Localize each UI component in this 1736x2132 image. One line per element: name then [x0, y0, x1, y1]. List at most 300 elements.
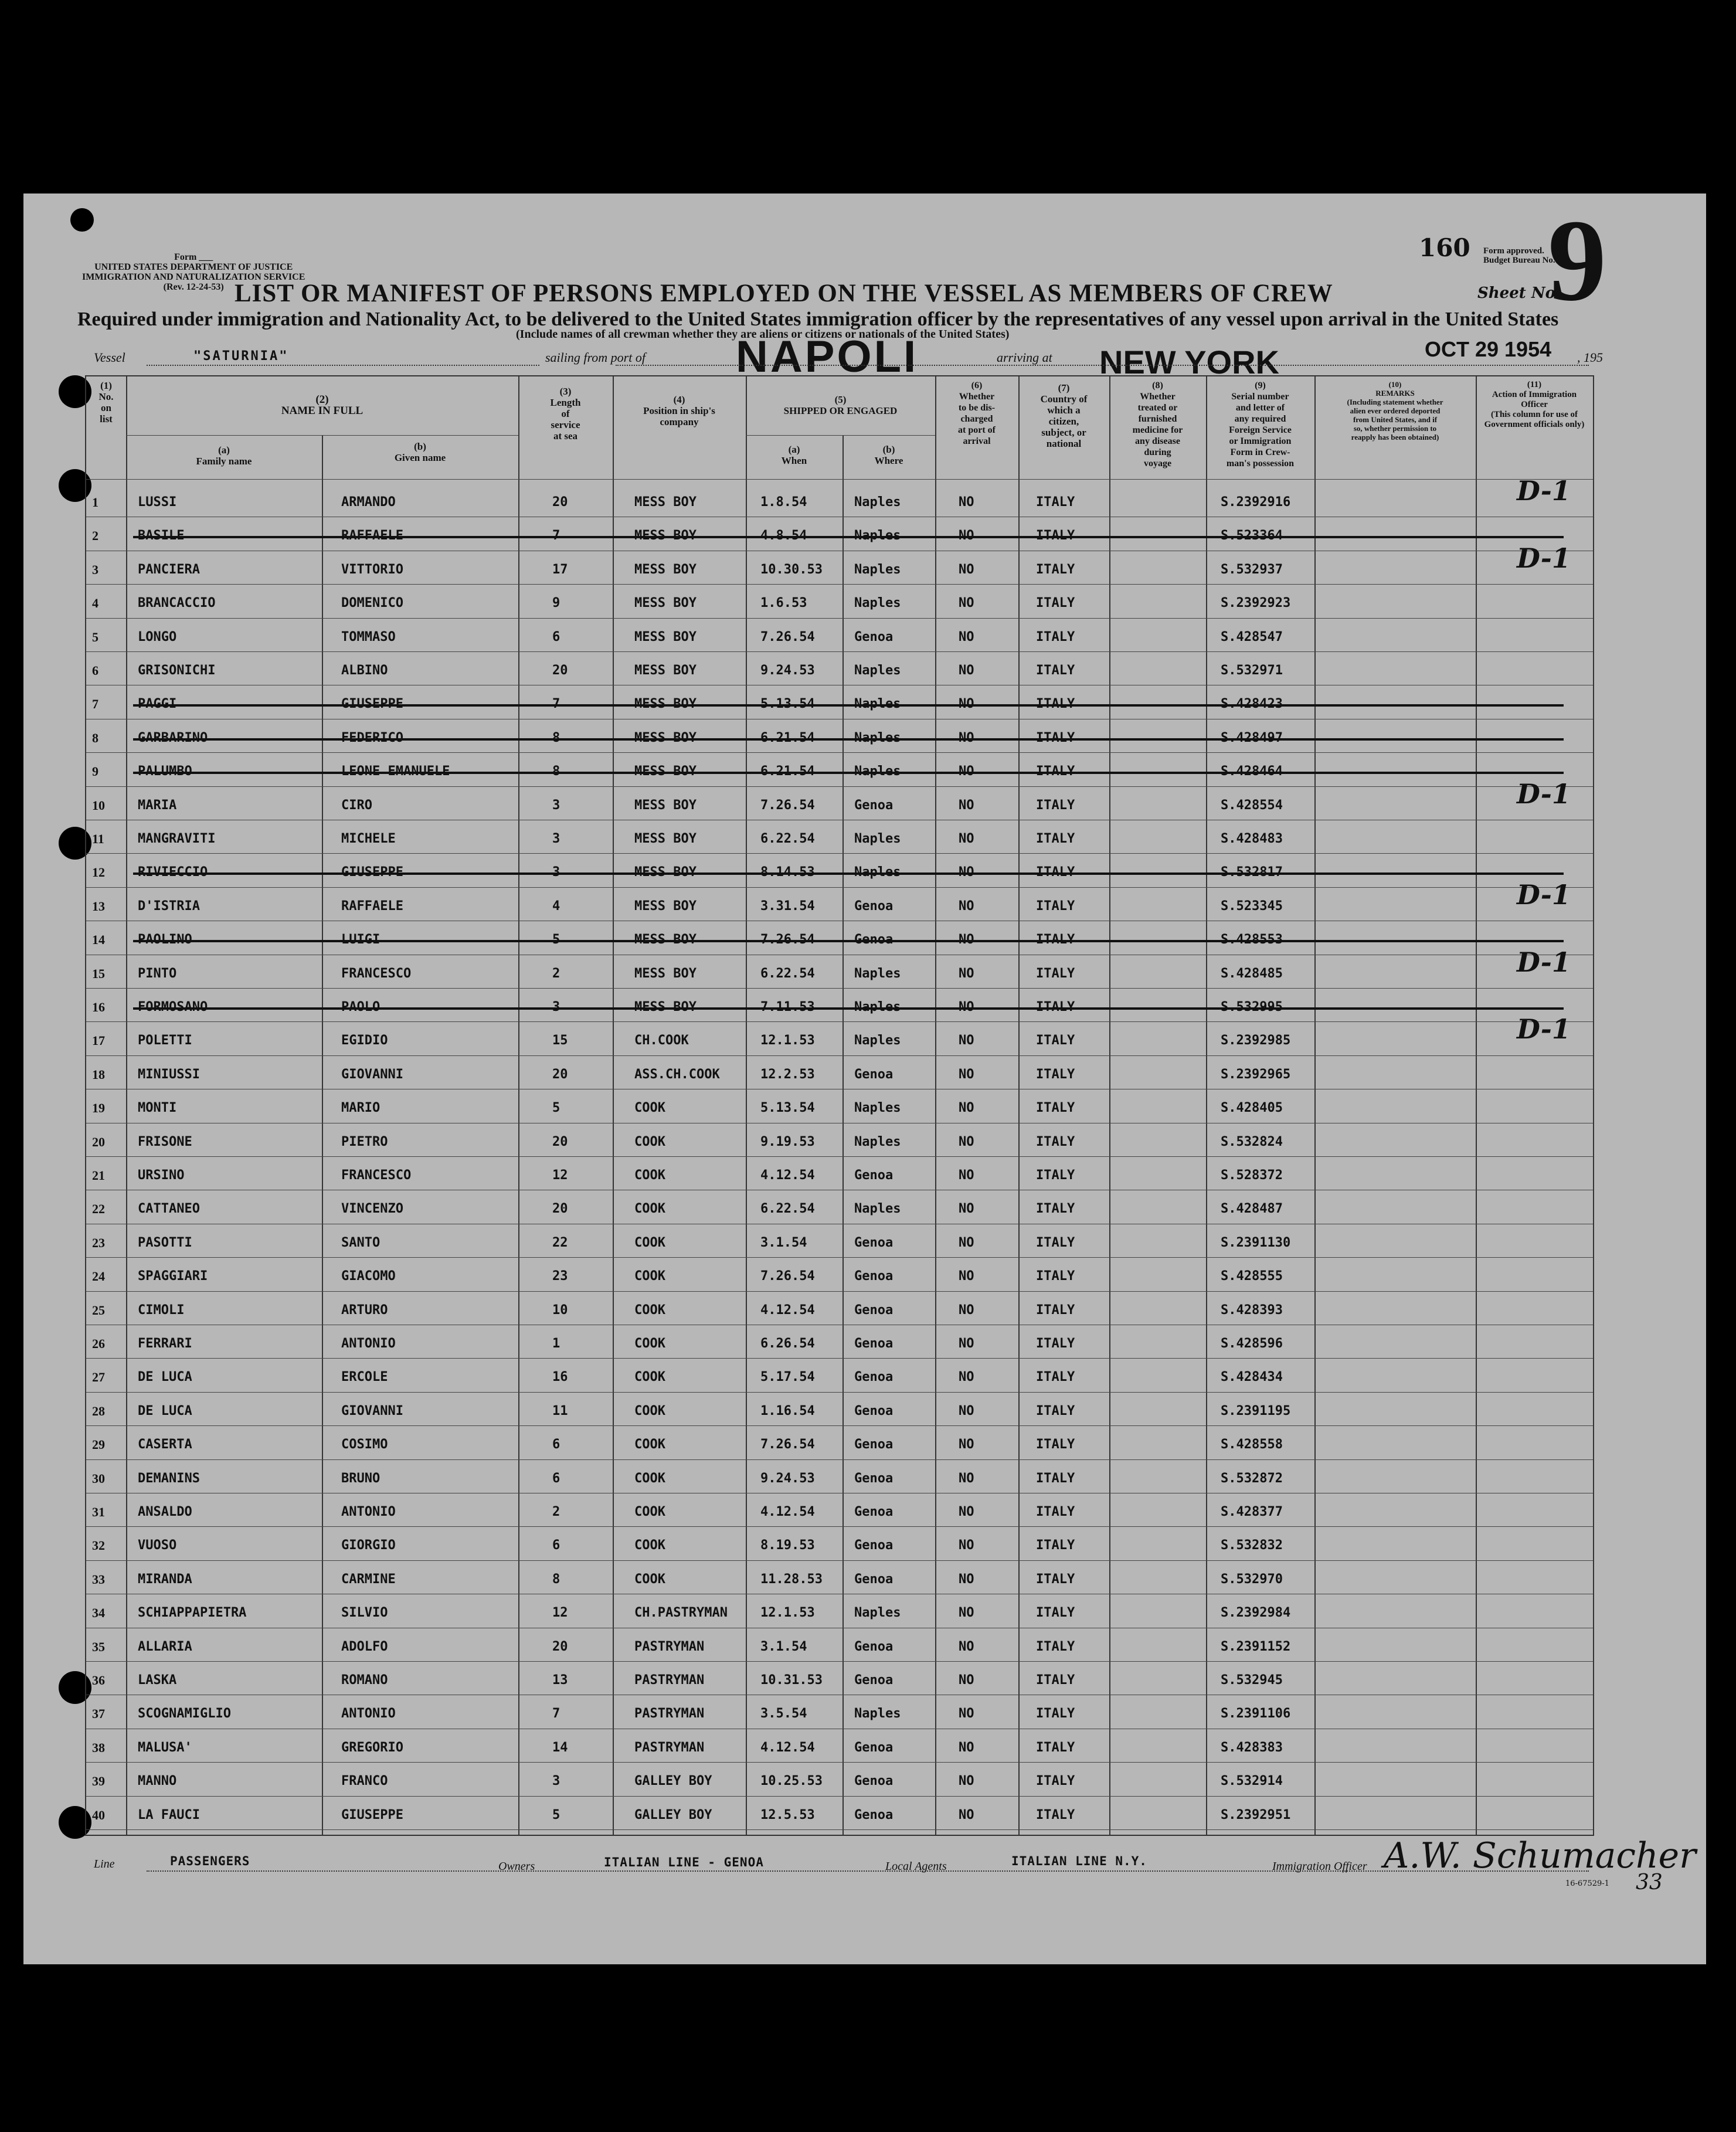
row-divider	[86, 1257, 1593, 1258]
col-action-header: (11) Action of Immigration Officer (This column for use of Government officials only)	[1484, 380, 1585, 429]
row-family: SCOGNAMIGLIO	[138, 1706, 231, 1722]
row-serial: S.532832	[1221, 1538, 1283, 1553]
row-position: CH.PASTRYMAN	[634, 1605, 728, 1621]
row-country: ITALY	[1036, 1740, 1075, 1755]
row-service: 15	[552, 1033, 568, 1048]
form-number: 160	[1419, 233, 1470, 262]
row-country: ITALY	[1036, 1201, 1075, 1217]
row-country: ITALY	[1036, 629, 1075, 644]
row-service: 1	[552, 1336, 560, 1351]
row-discharge: NO	[959, 1101, 974, 1116]
row-discharge: NO	[959, 1067, 974, 1082]
row-family: URSINO	[138, 1168, 185, 1183]
row-discharge: NO	[959, 966, 974, 981]
row-position: MESS BOY	[634, 562, 697, 577]
row-when: 1.8.54	[760, 495, 807, 510]
row-divider	[86, 1156, 1593, 1157]
row-family: FERRARI	[138, 1336, 192, 1351]
strike-through	[133, 1007, 1564, 1010]
vessel-label: Vessel	[94, 350, 125, 365]
row-serial: S.532937	[1221, 562, 1283, 577]
row-given: PIETRO	[341, 1134, 388, 1149]
row-position: COOK	[634, 1336, 665, 1351]
row-family: MANNO	[138, 1774, 177, 1789]
agents-label: Local Agents	[885, 1860, 947, 1873]
col-medicine-header: (8) Whether treated or furnished medicine for any disease during voyage	[1132, 381, 1183, 469]
row-where: Genoa	[854, 1370, 894, 1385]
row-discharge: NO	[959, 1201, 974, 1217]
col-no-header: (1) No. on list	[98, 380, 114, 425]
row-given: BRUNO	[341, 1471, 381, 1486]
row-where: Genoa	[854, 1774, 894, 1789]
row-service: 20	[552, 495, 568, 510]
col-discharge-header: (6) Whether to be dis- charged at port of arrival	[958, 381, 996, 446]
row-position: COOK	[634, 1302, 665, 1318]
row-when: 6.22.54	[760, 966, 815, 981]
row-country: ITALY	[1036, 898, 1075, 914]
row-country: ITALY	[1036, 1505, 1075, 1519]
row-no: 30	[92, 1471, 105, 1486]
col-given-header: (b) Given name	[394, 441, 446, 463]
row-discharge: NO	[959, 629, 974, 644]
arrival-date-stamp: OCT 29 1954	[1425, 337, 1552, 361]
row-country: ITALY	[1036, 562, 1075, 577]
row-divider	[86, 853, 1593, 854]
row-no: 7	[92, 697, 98, 712]
row-divider	[86, 1796, 1593, 1797]
row-no: 26	[92, 1336, 105, 1351]
row-where: Genoa	[854, 1067, 894, 1082]
row-where: Genoa	[854, 1807, 894, 1822]
row-service: 6	[552, 1437, 560, 1452]
row-where: Genoa	[854, 1673, 894, 1688]
row-no: 15	[92, 966, 105, 981]
row-divider	[86, 1392, 1593, 1393]
row-country: ITALY	[1036, 1067, 1075, 1082]
form-approved-note: Form approved. Budget Bureau No.	[1483, 246, 1555, 265]
row-serial: S.532945	[1221, 1673, 1283, 1688]
row-serial: S.428483	[1221, 831, 1283, 846]
row-discharge: NO	[959, 1235, 974, 1250]
row-where: Naples	[854, 663, 901, 678]
row-divider	[86, 1291, 1593, 1292]
row-serial: S.2391195	[1221, 1403, 1291, 1418]
row-service: 2	[552, 1505, 560, 1519]
ink-blot	[70, 208, 94, 232]
row-service: 20	[552, 1134, 568, 1149]
row-position: COOK	[634, 1134, 665, 1149]
row-country: ITALY	[1036, 966, 1075, 981]
row-where: Genoa	[854, 1505, 894, 1519]
row-discharge: NO	[959, 1471, 974, 1486]
row-position: COOK	[634, 1269, 665, 1284]
row-family: MANGRAVITI	[138, 831, 216, 846]
row-discharge: NO	[959, 1706, 974, 1722]
row-serial: S.428554	[1221, 797, 1283, 813]
row-no: 39	[92, 1774, 105, 1789]
row-serial: S.532970	[1221, 1571, 1283, 1587]
row-family: ALLARIA	[138, 1639, 192, 1654]
row-service: 17	[552, 562, 568, 577]
row-country: ITALY	[1036, 1437, 1075, 1452]
row-family: MALUSA'	[138, 1740, 192, 1755]
page-title: LIST OR MANIFEST OF PERSONS EMPLOYED ON THE VESSEL AS MEMBERS OF CREW	[235, 280, 1333, 307]
row-no: 37	[92, 1706, 105, 1722]
row-where: Genoa	[854, 1336, 894, 1351]
row-position: PASTRYMAN	[634, 1706, 705, 1722]
row-service: 3	[552, 1774, 560, 1789]
row-when: 7.26.54	[760, 797, 815, 813]
row-discharge: NO	[959, 1774, 974, 1789]
row-discharge: NO	[959, 1437, 974, 1452]
row-discharge: NO	[959, 1336, 974, 1351]
page-mark: 33	[1636, 1870, 1663, 1895]
strike-through	[133, 704, 1564, 707]
row-family: PASOTTI	[138, 1235, 192, 1250]
row-given: RAFFAELE	[341, 898, 403, 914]
row-no: 29	[92, 1437, 105, 1452]
row-service: 14	[552, 1740, 568, 1755]
row-discharge: NO	[959, 797, 974, 813]
row-divider	[86, 1526, 1593, 1527]
row-when: 7.26.54	[760, 1437, 815, 1452]
row-position: COOK	[634, 1505, 665, 1519]
row-divider	[86, 1560, 1593, 1561]
row-country: ITALY	[1036, 1471, 1075, 1486]
sheet-number-handwritten: 9	[1548, 196, 1606, 325]
row-when: 9.24.53	[760, 1471, 815, 1486]
row-where: Genoa	[854, 1471, 894, 1486]
row-divider	[86, 651, 1593, 652]
row-discharge: NO	[959, 1740, 974, 1755]
agents-value: ITALIAN LINE N.Y.	[1011, 1854, 1147, 1868]
row-discharge: NO	[959, 1403, 974, 1418]
row-no: 32	[92, 1538, 105, 1553]
row-discharge: NO	[959, 1673, 974, 1688]
row-country: ITALY	[1036, 1168, 1075, 1183]
col-name-header: (2) NAME IN FULL	[281, 393, 363, 417]
row-given: ADOLFO	[341, 1639, 388, 1654]
row-no: 12	[92, 865, 105, 880]
row-no: 8	[92, 730, 98, 745]
row-where: Genoa	[854, 1269, 894, 1284]
row-service: 22	[552, 1235, 568, 1250]
row-position: GALLEY BOY	[634, 1774, 712, 1789]
row-no: 2	[92, 528, 98, 544]
row-action: D-1	[1517, 475, 1571, 507]
row-service: 20	[552, 1639, 568, 1654]
row-family: DE LUCA	[138, 1403, 192, 1418]
row-country: ITALY	[1036, 1403, 1075, 1418]
row-given: GIUSEPPE	[341, 1807, 403, 1822]
row-serial: S.2391152	[1221, 1639, 1291, 1654]
row-when: 9.24.53	[760, 663, 815, 678]
row-given: MICHELE	[341, 831, 396, 846]
row-family: CASERTA	[138, 1437, 192, 1452]
col-remarks-header: (10) REMARKS (Including statement whether alien ever ordered deported from United States, and if so, whether permission to reapply has been obtained)	[1347, 380, 1443, 442]
row-serial: S.428596	[1221, 1336, 1283, 1351]
strike-through	[133, 772, 1564, 774]
row-where: Naples	[854, 1706, 901, 1722]
row-family: ANSALDO	[138, 1505, 192, 1519]
row-no: 5	[92, 629, 98, 644]
row-position: GALLEY BOY	[634, 1807, 712, 1822]
row-when: 3.5.54	[760, 1706, 807, 1722]
strike-through	[133, 873, 1564, 875]
row-country: ITALY	[1036, 596, 1075, 611]
row-when: 3.1.54	[760, 1235, 807, 1250]
row-family: FRISONE	[138, 1134, 192, 1149]
officer-signature: A.W. Schumacher	[1384, 1835, 1696, 1876]
owners-label: Owners	[498, 1860, 535, 1873]
row-no: 22	[92, 1201, 105, 1217]
row-where: Genoa	[854, 1639, 894, 1654]
row-country: ITALY	[1036, 1774, 1075, 1789]
row-no: 23	[92, 1235, 105, 1250]
port-to: NEW YORK	[1099, 344, 1279, 381]
row-discharge: NO	[959, 1505, 974, 1519]
row-divider	[86, 786, 1593, 787]
row-position: COOK	[634, 1235, 665, 1250]
owners-value: ITALIAN LINE - GENOA	[604, 1855, 764, 1869]
row-divider	[86, 1425, 1593, 1426]
row-no: 27	[92, 1370, 105, 1385]
row-where: Naples	[854, 596, 901, 611]
row-given: EGIDIO	[341, 1033, 388, 1048]
row-given: VITTORIO	[341, 562, 403, 577]
row-position: PASTRYMAN	[634, 1673, 705, 1688]
row-country: ITALY	[1036, 1605, 1075, 1621]
row-family: LONGO	[138, 629, 177, 644]
row-when: 10.31.53	[760, 1673, 823, 1688]
row-no: 13	[92, 898, 105, 914]
footer-underline	[147, 1870, 1589, 1872]
row-discharge: NO	[959, 596, 974, 611]
row-no: 19	[92, 1101, 105, 1116]
row-country: ITALY	[1036, 1639, 1075, 1654]
row-where: Genoa	[854, 1538, 894, 1553]
row-when: 12.5.53	[760, 1807, 815, 1822]
row-given: TOMMASO	[341, 629, 396, 644]
row-position: PASTRYMAN	[634, 1639, 705, 1654]
row-serial: S.528372	[1221, 1168, 1283, 1183]
row-discharge: NO	[959, 1370, 974, 1385]
row-position: COOK	[634, 1471, 665, 1486]
row-family: MINIUSSI	[138, 1067, 200, 1082]
row-serial: S.428485	[1221, 966, 1283, 981]
row-serial: S.523345	[1221, 898, 1283, 914]
row-serial: S.2392985	[1221, 1033, 1291, 1048]
row-no: 35	[92, 1639, 105, 1654]
row-where: Genoa	[854, 1302, 894, 1318]
row-serial: S.428558	[1221, 1437, 1283, 1452]
row-where: Naples	[854, 1101, 901, 1116]
row-service: 20	[552, 1067, 568, 1082]
row-service: 6	[552, 629, 560, 644]
row-family: VUOSO	[138, 1538, 177, 1553]
row-family: BRANCACCIO	[138, 596, 216, 611]
row-serial: S.428393	[1221, 1302, 1283, 1318]
row-discharge: NO	[959, 898, 974, 914]
row-given: SANTO	[341, 1235, 381, 1250]
row-where: Naples	[854, 495, 901, 510]
row-service: 16	[552, 1370, 568, 1385]
row-family: MIRANDA	[138, 1571, 192, 1587]
row-action: D-1	[1517, 542, 1571, 574]
row-where: Genoa	[854, 1571, 894, 1587]
row-action: D-1	[1517, 778, 1571, 810]
row-given: COSIMO	[341, 1437, 388, 1452]
row-no: 28	[92, 1403, 105, 1418]
row-service: 7	[552, 1706, 560, 1722]
row-when: 4.12.54	[760, 1168, 815, 1183]
row-given: ARMANDO	[341, 495, 396, 510]
row-family: D'ISTRIA	[138, 898, 200, 914]
row-divider	[86, 1459, 1593, 1460]
row-where: Genoa	[854, 1740, 894, 1755]
row-given: FRANCESCO	[341, 966, 412, 981]
row-given: ANTONIO	[341, 1336, 396, 1351]
row-given: ARTURO	[341, 1302, 388, 1318]
row-action: D-1	[1517, 946, 1571, 978]
row-when: 3.31.54	[760, 898, 815, 914]
col-when-header: (a) When	[781, 444, 807, 466]
row-given: CIRO	[341, 797, 372, 813]
row-when: 4.12.54	[760, 1740, 815, 1755]
row-no: 40	[92, 1807, 105, 1822]
row-family: GRISONICHI	[138, 663, 216, 678]
row-given: GREGORIO	[341, 1740, 403, 1755]
row-no: 24	[92, 1269, 105, 1284]
row-family: LASKA	[138, 1673, 177, 1688]
row-when: 3.1.54	[760, 1639, 807, 1654]
row-position: CH.COOK	[634, 1033, 689, 1048]
row-country: ITALY	[1036, 1269, 1075, 1284]
row-serial: S.428383	[1221, 1740, 1283, 1755]
row-action: D-1	[1517, 1013, 1571, 1045]
row-service: 5	[552, 1807, 560, 1822]
row-country: ITALY	[1036, 1370, 1075, 1385]
row-no: 36	[92, 1673, 105, 1688]
row-when: 1.6.53	[760, 596, 807, 611]
row-service: 3	[552, 797, 560, 813]
row-family: DE LUCA	[138, 1370, 192, 1385]
row-service: 12	[552, 1605, 568, 1621]
row-position: COOK	[634, 1571, 665, 1587]
year-suffix: , 195	[1577, 350, 1603, 365]
row-serial: S.428434	[1221, 1370, 1283, 1385]
sheet-label: Sheet No.	[1477, 284, 1561, 302]
row-position: COOK	[634, 1101, 665, 1116]
row-position: ASS.CH.COOK	[634, 1067, 720, 1082]
row-country: ITALY	[1036, 1235, 1075, 1250]
row-no: 18	[92, 1067, 105, 1082]
row-service: 2	[552, 966, 560, 981]
row-no: 1	[92, 495, 98, 510]
row-no: 3	[92, 562, 98, 577]
row-country: ITALY	[1036, 1706, 1075, 1722]
row-when: 12.2.53	[760, 1067, 815, 1082]
row-divider	[86, 584, 1593, 585]
row-no: 4	[92, 596, 98, 611]
row-discharge: NO	[959, 1538, 974, 1553]
arriving-label: arriving at	[997, 350, 1052, 365]
row-family: LA FAUCI	[138, 1807, 200, 1822]
row-divider	[86, 1661, 1593, 1662]
row-no: 6	[92, 663, 98, 678]
row-when: 6.22.54	[760, 831, 815, 846]
row-service: 20	[552, 663, 568, 678]
row-divider	[86, 887, 1593, 888]
row-service: 6	[552, 1471, 560, 1486]
row-where: Genoa	[854, 629, 894, 644]
row-given: DOMENICO	[341, 596, 403, 611]
row-given: FRANCO	[341, 1774, 388, 1789]
include-note: (Include names of all crewman whether they are aliens or citizens or nationals of the United States)	[516, 328, 1010, 341]
row-where: Genoa	[854, 797, 894, 813]
strike-through	[133, 536, 1564, 538]
strike-through	[133, 738, 1564, 741]
row-given: VINCENZO	[341, 1201, 403, 1217]
row-where: Naples	[854, 966, 901, 981]
row-no: 17	[92, 1033, 105, 1048]
row-given: GIOVANNI	[341, 1067, 403, 1082]
row-when: 4.12.54	[760, 1505, 815, 1519]
col-serial-header: (9) Serial number and letter of any required Foreign Service or Immigration Form in Crew- man's possession	[1226, 381, 1295, 469]
row-position: MESS BOY	[634, 629, 697, 644]
row-given: GIACOMO	[341, 1269, 396, 1284]
row-country: ITALY	[1036, 1673, 1075, 1688]
row-no: 14	[92, 932, 105, 948]
row-when: 7.26.54	[760, 629, 815, 644]
row-serial: S.2391130	[1221, 1235, 1291, 1250]
row-country: ITALY	[1036, 1302, 1075, 1318]
row-serial: S.2392965	[1221, 1067, 1291, 1082]
strike-through	[133, 940, 1564, 942]
row-country: ITALY	[1036, 1538, 1075, 1553]
row-family: PINTO	[138, 966, 177, 981]
row-family: POLETTI	[138, 1033, 192, 1048]
row-serial: S.2392984	[1221, 1605, 1291, 1621]
line-value: PASSENGERS	[170, 1854, 250, 1868]
row-country: ITALY	[1036, 1571, 1075, 1587]
row-serial: S.428487	[1221, 1201, 1283, 1217]
row-no: 11	[92, 831, 104, 846]
row-position: COOK	[634, 1437, 665, 1452]
row-no: 38	[92, 1740, 105, 1755]
row-family: MONTI	[138, 1101, 177, 1116]
row-service: 6	[552, 1538, 560, 1553]
row-family: CIMOLI	[138, 1302, 185, 1318]
row-discharge: NO	[959, 663, 974, 678]
row-serial: S.532872	[1221, 1471, 1283, 1486]
row-no: 16	[92, 1000, 105, 1014]
row-when: 1.16.54	[760, 1403, 815, 1418]
row-service: 20	[552, 1201, 568, 1217]
row-family: CATTANEO	[138, 1201, 200, 1217]
row-given: CARMINE	[341, 1571, 396, 1587]
row-serial: S.2392923	[1221, 596, 1291, 611]
row-when: 5.13.54	[760, 1101, 815, 1116]
row-no: 10	[92, 797, 105, 813]
row-given: ERCOLE	[341, 1370, 388, 1385]
row-position: MESS BOY	[634, 831, 697, 846]
row-discharge: NO	[959, 1571, 974, 1587]
row-discharge: NO	[959, 1269, 974, 1284]
row-serial: S.2392916	[1221, 495, 1291, 510]
row-where: Genoa	[854, 1235, 894, 1250]
port-from: NAPOLI	[736, 332, 919, 382]
